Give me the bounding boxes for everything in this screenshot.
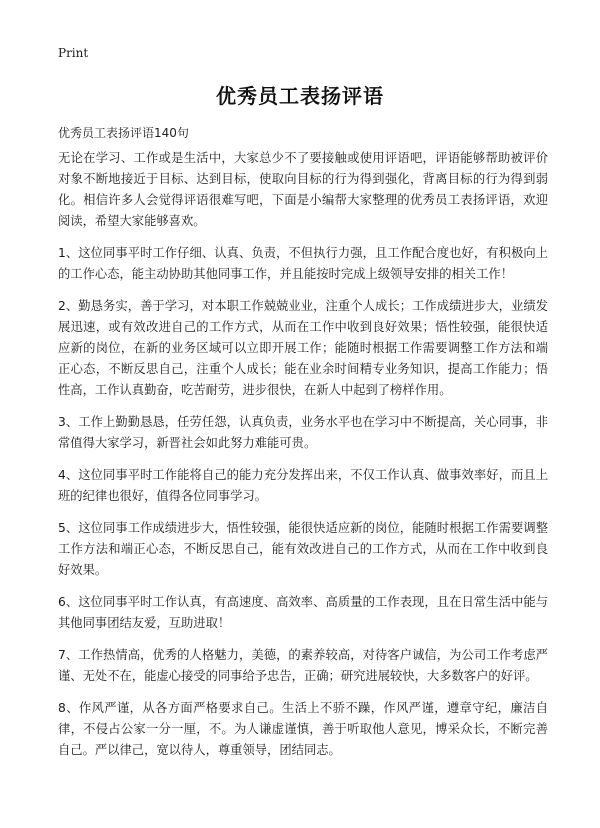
comment-paragraph-4: 4、这位同事平时工作能将自己的能力充分发挥出来，不仅工作认真、做事效率好，而且上班的纪律也很好，值得各位同事学习。 — [58, 468, 548, 503]
comment-paragraph-6: 6、这位同事平时工作认真，有高速度、高效率、高质量的工作表现，且在日常生活中能与其他同事团结友爱，互助进取！ — [58, 595, 548, 630]
comment-paragraph-2: 2、勤恳务实，善于学习，对本职工作兢兢业业，注重个人成长；工作成绩进步大，业绩发展迅速，或有效改进自己的工作方式，从而在工作中收到良好效果；悟性较强，能很快适应新的岗位，在新的业务区域可以立即开展工作；能随时根据工作需要调整工作方法和端正心态，不断反思自己，注重个人成长；能在业余时间精专业务知识，提高工作能力；悟性高，工作认真勤奋，吃苦耐劳，进步很快，在新人中起到了榜样作用。 — [58, 299, 548, 397]
page-title: 优秀员工表扬评语 — [216, 84, 384, 108]
document-subtitle: 优秀员工表扬评语140句 — [58, 126, 189, 140]
comment-paragraph-8: 8、作风严谨，从各方面严格要求自己。生活上不骄不躁，作风严谨，遵章守纪，廉洁自律，不侵占公家一分一厘，不。为人谦虚谨慎，善于听取他人意见，博采众长，不断完善自己。严以律己，宽以待人，尊重领导，团结同志。 — [58, 701, 548, 757]
comment-paragraph-1: 1、这位同事平时工作仔细、认真、负责，不但执行力强，且工作配合度也好，有积极向上的工作心态，能主动协助其他同事工作，并且能按时完成上级领导安排的相关工作！ — [58, 246, 548, 281]
document-body — [58, 148, 548, 772]
print-label: Print — [58, 46, 89, 60]
intro-paragraph: 无论在学习、工作或是生活中，大家总少不了要接触或使用评语吧，评语能够帮助被评价对象不断地接近于目标、达到目标，使取向目标的行为得到强化，背离目标的行为得到弱化。相信许多人会觉得评语很难写吧，下面是小编帮大家整理的优秀员工表扬评语，欢迎阅读，希望大家能够喜欢。 — [58, 151, 548, 228]
comment-paragraph-5: 5、这位同事工作成绩进步大，悟性较强，能很快适应新的岗位，能随时根据工作需要调整工作方法和端正心态，不断反思自己，能有效改进自己的工作方式，从而在工作中收到良好效果。 — [58, 521, 548, 577]
comment-paragraph-7: 7、工作热情高，优秀的人格魅力，美德，的素养较高，对待客户诚信，为公司工作考虑严谨、无处不在，能虚心接受的同事给予忠告，正确；研究进展较快，大多数客户的好评。 — [58, 648, 548, 683]
comment-paragraph-3: 3、工作上勤勤恳恳，任劳任怨，认真负责，业务水平也在学习中不断提高，关心同事，非常值得大家学习，新晋社会如此努力难能可贵。 — [58, 415, 548, 450]
